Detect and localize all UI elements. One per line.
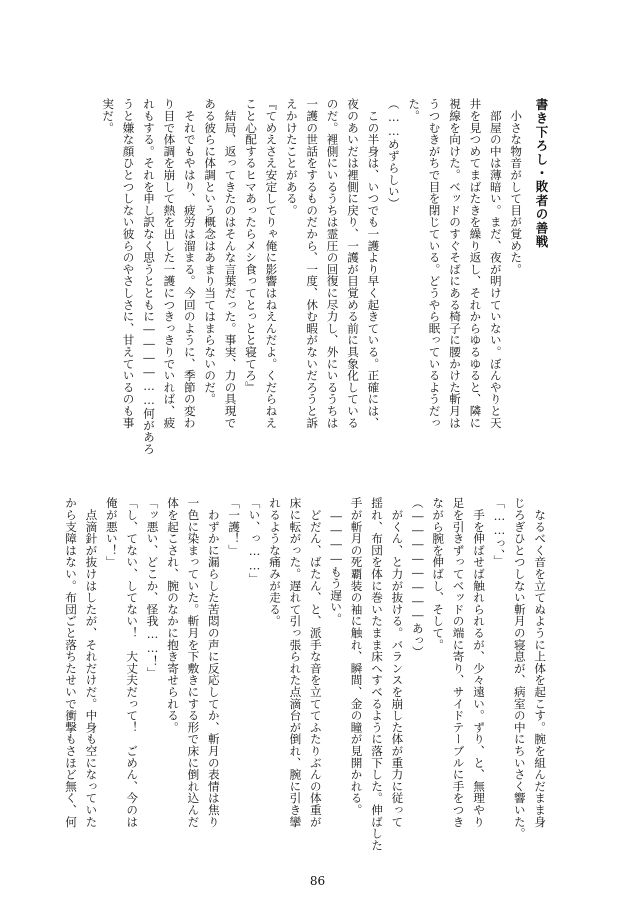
text-line: うつむきがちで目を閉じている。どうやら眠っているようだっ <box>427 98 442 429</box>
text-line: 「……っ、」 <box>492 497 507 567</box>
text-line: 一護の世話をするものだから、一度、休む暇がないだろうと訴 <box>305 98 320 429</box>
text-line: 井を見つめてまばたきを繰り返し、それからゆるゆると、隣に <box>468 98 483 429</box>
text-line: 「し、てない、してない！ 大丈夫だって！ ごめん、今のは <box>125 497 140 828</box>
text-line: 視線を向けた。ベッドのすぐそばにある椅子に腰かけた斬月は <box>448 98 462 429</box>
text-line: 手が斬月の死覇装の袖に触れ、瞬間、金の瞳が見開かれる。 <box>349 497 364 816</box>
text-line: 結局、返ってきたのはそんな言葉だった。事実、力の具現で <box>223 98 238 429</box>
text-line: こと心配するヒマあったらメシ食ってとっとと寝てろ』 <box>244 98 258 393</box>
text-line: のだ。裡側にいるうちは霊圧の回復に尽力し、外にいるうちは <box>325 98 340 429</box>
page-number: 86 <box>309 874 326 888</box>
text-line: それでもやはり、疲労は溜まる。今回のように、季節の変わ <box>182 98 197 429</box>
text-line: 足を引きずってベッドの端に寄り、サイドテーブルに手をつき <box>451 497 466 828</box>
text-line: 部屋の中は薄暗い。まだ、夜が明けていない。ぼんやりと天 <box>488 98 503 429</box>
text-line: うと嫌な顔ひとつしない彼らのやさしさに、甘えているのも事 <box>121 98 136 429</box>
text-line: 実だ。 <box>101 98 116 134</box>
text-line: がくん、と力が抜ける。バランスを崩した体が重力に従って <box>390 497 405 828</box>
text-line: どだん、ばたん、と、派手な音を立ててふたりぶんの体重が <box>308 497 323 828</box>
text-line: 体を起こされ、腕のなかに抱き寄せられる。 <box>166 497 180 733</box>
text-line: 「ッ悪い、どこか、怪我……！」 <box>145 497 160 679</box>
text-line: わずかに漏らした苦悶の声に反応してか、斬月の表情は焦り <box>206 497 221 828</box>
text-line: り目で体調を崩して熱を出した一護につきっきりでいれば、疲 <box>162 98 177 429</box>
text-line: えかけたことがある。 <box>284 98 299 216</box>
text-line: ながら腕を伸ばし、そして。 <box>431 497 446 651</box>
text-line: ――――もう遅い。 <box>329 497 344 625</box>
text-line: ある彼らに体調という概念はあまり当てはまらないのだ。 <box>203 98 218 405</box>
text-line: から支障はない。布団ごと落ちたせいで衝撃もさほど無く、何 <box>64 497 78 828</box>
text-line: 点滴針が抜けはしたが、それだけだ。中身も空になっていた <box>84 497 99 828</box>
text-line: 『てめえさえ安定してりゃ俺に影響はねえんだよ。くだらねえ <box>264 98 279 429</box>
text-line: た。 <box>407 98 422 122</box>
text-line: 揺れ、布団を体に巻いたまま床へすべるように落下した。伸ばした <box>370 497 384 851</box>
text-line: 「い、っ……」 <box>247 497 262 585</box>
section-title: 書き下ろし・敗者の善戦 <box>534 98 549 249</box>
text-line: 床に転がった。遅れて引っ張られた点滴台が倒れ、腕に引き攣 <box>288 497 303 828</box>
text-line: 俺が悪い！」 <box>104 497 119 568</box>
text-line: （――――――――あっ） <box>410 497 425 658</box>
text-line: れるような痛みが走る。 <box>268 497 282 627</box>
text-line: 小さな物音がして目が覚めた。 <box>509 98 524 275</box>
text-line: れもする。それを申し訳なく思うとともに――――……何があろ <box>142 98 156 455</box>
text-line: 一色に染まっていた。斬月を下敷きにする形で床に倒れ込んだ <box>186 497 201 828</box>
text-line: じろぎひとつしない斬月の寝息が、病室の中にちいさく響いた。 <box>512 497 527 840</box>
text-line: （……めずらしい） <box>386 98 401 209</box>
text-line: この半身は、いつでも一護より早く起きている。正確には、 <box>366 98 381 429</box>
text-line: 「一護！」 <box>227 497 242 556</box>
text-line: 夜のあいだは裡側に戻り、一護が目覚める前に具象化している <box>346 98 360 429</box>
text-line: なるべく音を立てぬように上体を起こす。腕を組んだまま身 <box>533 497 548 828</box>
text-line: 手を伸ばせば触れられるが、少々遠い。ずり、と、無理やり <box>472 497 486 828</box>
